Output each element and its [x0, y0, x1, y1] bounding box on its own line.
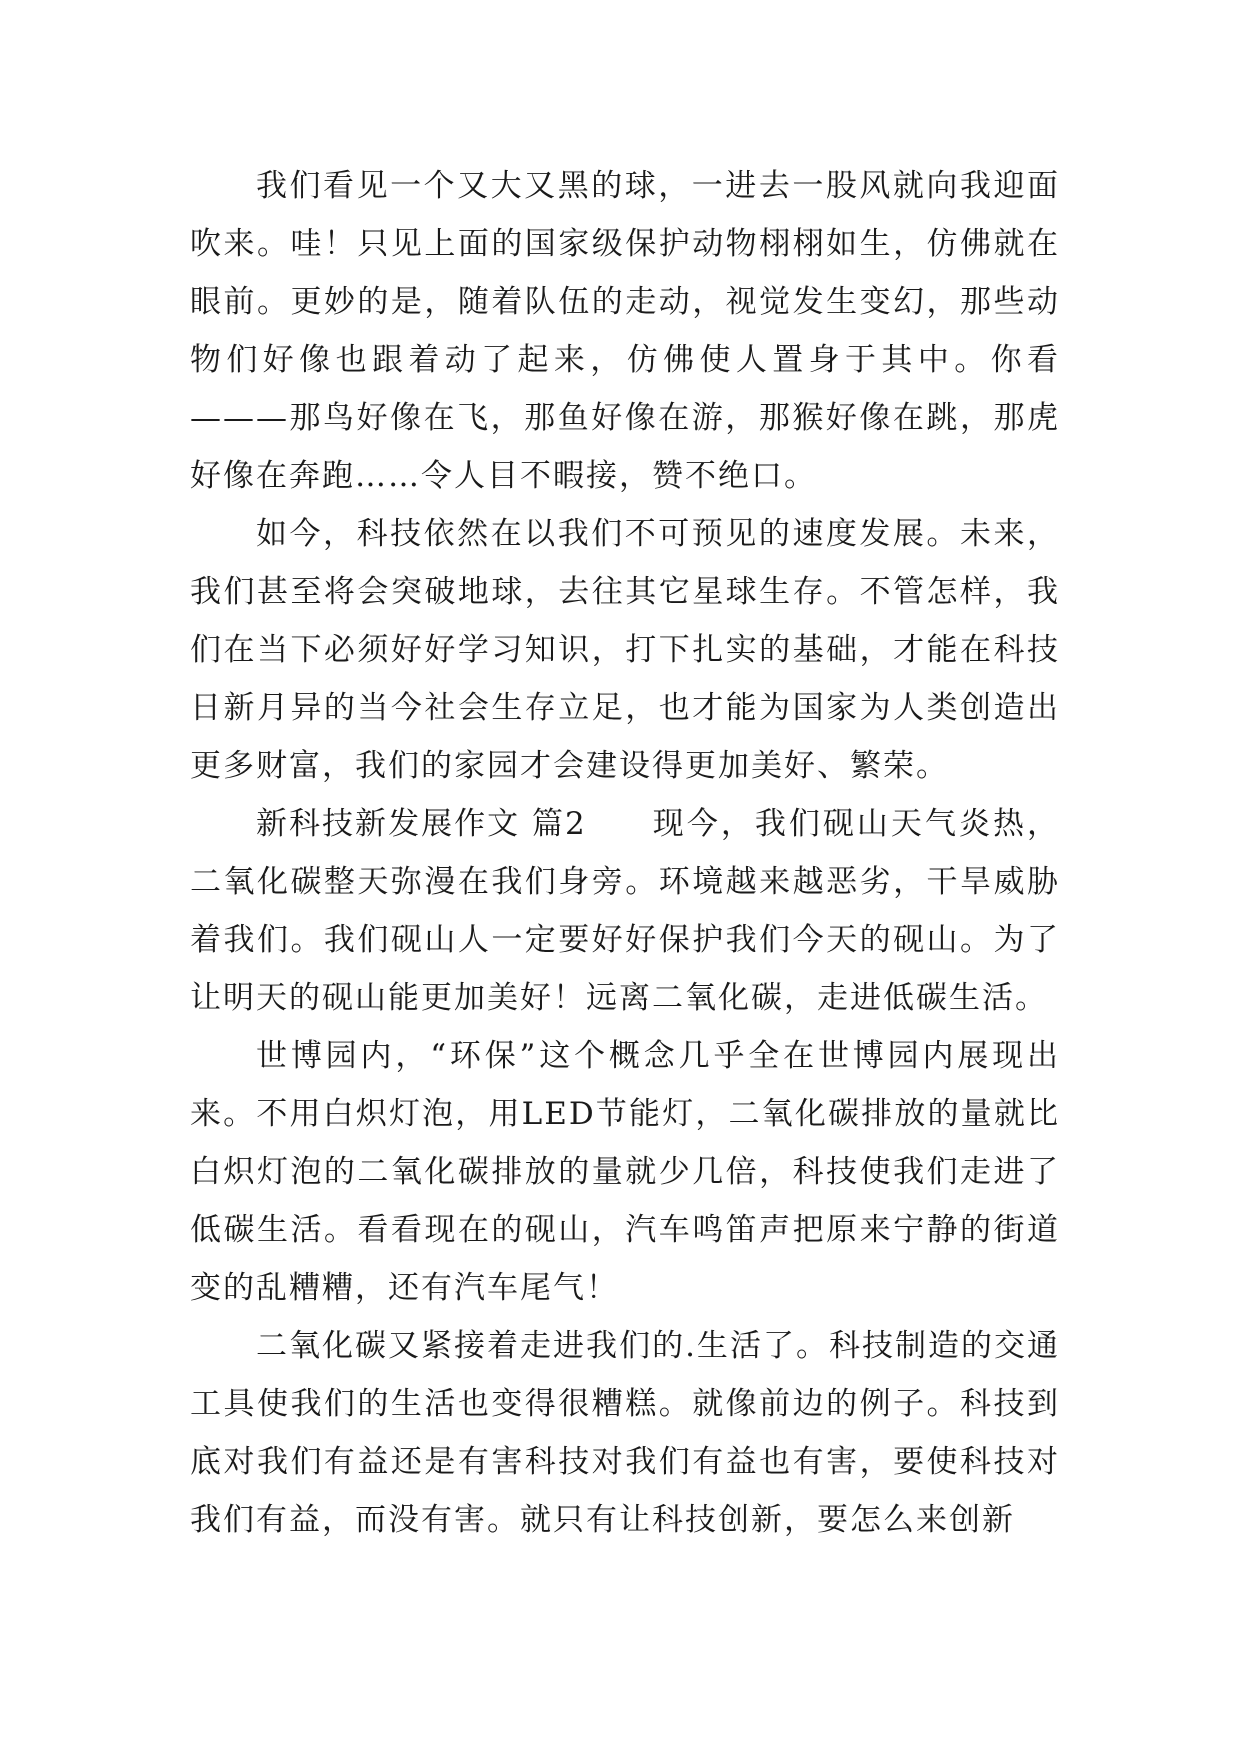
paragraph-4: 世博园内，“环保”这个概念几乎全在世博园内展现出来。不用白炽灯泡，用LED节能灯，二氧化碳排放的量就比白炽灯泡的二氧化碳排放的量就少几倍，科技使我们走进了低碳生活。看看现在的砚山，汽车鸣笛声把原来宁静的街道变的乱糟糟，还有汽车尾气！	[190, 1038, 1060, 1306]
section-heading: 新科技新发展作文 篇2	[256, 806, 586, 842]
paragraph-5: 二氧化碳又紧接着走进我们的.生活了。科技制造的交通工具使我们的生活也变得很糟糕。就像前边的例子。科技到底对我们有益还是有害科技对我们有益也有害，要使科技对我们有益，而没有害。就只有让科技创新，要怎么来创新	[190, 1328, 1060, 1538]
paragraph-1: 我们看见一个又大又黑的球，一进去一股风就向我迎面吹来。哇！只见上面的国家级保护动物栩栩如生，仿佛就在眼前。更妙的是，随着队伍的走动，视觉发生变幻，那些动物们好像也跟着动了起来，仿佛使人置身于其中。你看———那鸟好像在飞，那鱼好像在游，那猴好像在跳，那虎好像在奔跑……令人目不暇接，赞不绝口。	[190, 168, 1060, 494]
paragraph-section-2	[190, 795, 1060, 1027]
section-first-paragraph: 现今，我们砚山天气炎热，二氧化碳整天弥漫在我们身旁。环境越来越恶劣，干旱威胁着我们。我们砚山人一定要好好保护我们今天的砚山。为了让明天的砚山能更加美好！远离二氧化碳，走进低碳生活。	[190, 806, 1061, 1016]
paragraph-2: 如今，科技依然在以我们不可预见的速度发展。未来，我们甚至将会突破地球，去往其它星球生存。不管怎样，我们在当下必须好好学习知识，打下扎实的基础，才能在科技日新月异的当今社会生存立足，也才能为国家为人类创造出更多财富，我们的家园才会建设得更加美好、繁荣。	[190, 516, 1060, 784]
document-body	[190, 157, 1060, 1549]
